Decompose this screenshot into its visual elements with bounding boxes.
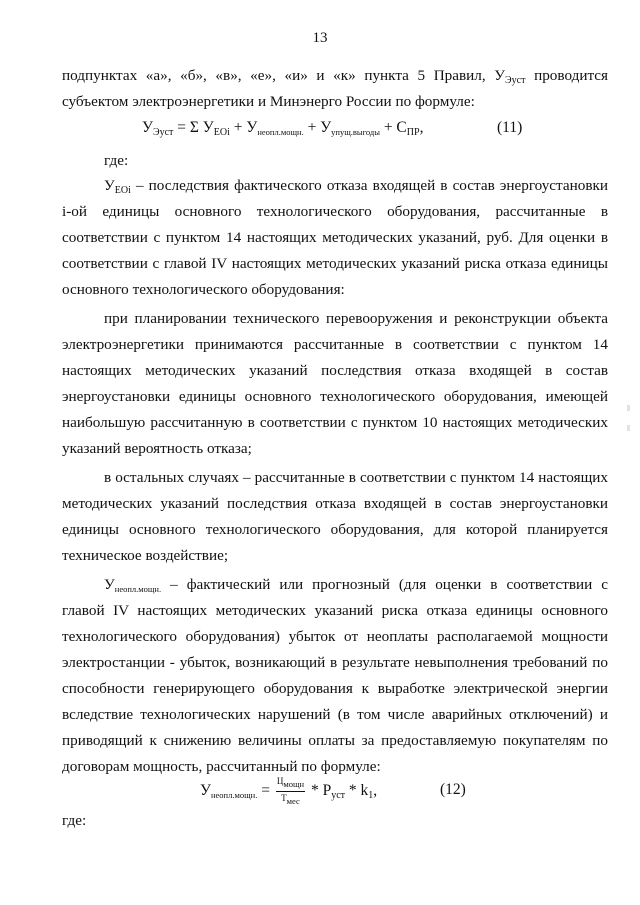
para-other-line-4: техническое воздействие;: [62, 547, 229, 564]
para-neopl-line-8: договорам мощность, рассчитанный по формуле:: [62, 758, 381, 775]
para-neopl-line-7: приводящий к снижению величины оплаты за предоставляемую покупателям по: [62, 732, 608, 749]
where-label-2: где:: [62, 812, 87, 829]
para-eoi-line-1: $У_{EOi}$ – последствия фактического отказа входящей в состав энергоустановки: [104, 177, 608, 196]
para-neopl-line-3: технологического оборудования) убыток от неоплаты располагаемой мощности: [62, 628, 608, 645]
formula-12-number: (12): [440, 781, 466, 798]
para-eoi-line-4: соответствии с главой IV настоящих методических указаний риска отказа единицы: [62, 255, 608, 272]
para-other-line-1: в остальных случаях – рассчитанные в соответствии с пунктом 14 настоящих: [104, 469, 608, 486]
para-other-line-2: методических указаний последствия отказа входящей в состав энергоустановки: [62, 495, 608, 512]
formula-12-fraction: $\frac{\text{Цмощн}}{\text{Тмес}}$: [276, 776, 305, 806]
para-planning-line-2: электроэнергетики принимаются рассчитанные в соответствии с пунктом 14: [62, 336, 608, 353]
para-planning-line-5: наибольшую рассчитанную в соответствии с пунктом 10 настоящих методических: [62, 414, 608, 431]
para-neopl-line-6: вследствие технологических нарушений (в том числе аварийных отключений) и: [62, 706, 608, 723]
intro-line-1: подпунктах «а», «б», «в», «е», «и» и «к» пункта 5 Правил, $У_{Эуст}$ проводится: [62, 67, 609, 86]
formula-11-number: (11): [497, 119, 523, 136]
para-neopl-line-5: способности генерирующего оборудования к выработке электрической энергии: [62, 680, 608, 697]
where-label: где:: [104, 152, 129, 169]
scan-mark: [627, 425, 630, 431]
scan-mark: [627, 405, 630, 411]
para-planning-line-6: указаний вероятность отказа;: [62, 440, 252, 457]
formula-12: $У_{неопл.мощн.}$ = $\frac{\text{Цмощн}}{\text{Тмес}}$ * $P_{уст} * k_1$,: [200, 776, 378, 806]
intro-line-2: субъектом электроэнергетики и Минэнерго России по формуле:: [62, 93, 475, 110]
page-number: 13: [312, 30, 328, 46]
para-other-line-3: единицы основного технологического оборудования, для которой планируется: [62, 521, 608, 538]
para-eoi-line-3: соответствии с пунктом 14 настоящих методических указаний, руб. Для оценки в: [62, 229, 608, 246]
para-eoi-line-5: основного технологического оборудования:: [62, 281, 345, 298]
para-neopl-line-2: главой IV настоящих методических указаний риска отказа единицы основного: [62, 602, 608, 619]
para-planning-line-3: настоящих методических указаний последствия отказа входящей в состав: [62, 362, 608, 379]
formula-11: $У_{Эуст} = \Sigma$ $У_{EOi} + У_{неопл.мощн.} + У_{упущ.выгоды} + С_{ПР}$,: [142, 119, 424, 138]
para-planning-line-4: энергоустановки единицы основного технологического оборудования, имеющей: [62, 388, 608, 405]
para-eoi-line-2: i-ой единицы основного технологического оборудования, рассчитанные в: [62, 203, 608, 220]
para-planning-line-1: при планировании технического перевооружения и реконструкции объекта: [104, 310, 608, 327]
para-neopl-line-4: электростанции - убыток, возникающий в результате невыполнения требований по: [62, 654, 608, 671]
para-neopl-line-1: $У_{неопл.мощн.}$ – фактический или прогнозный (для оценки в соответствии с: [104, 576, 609, 594]
